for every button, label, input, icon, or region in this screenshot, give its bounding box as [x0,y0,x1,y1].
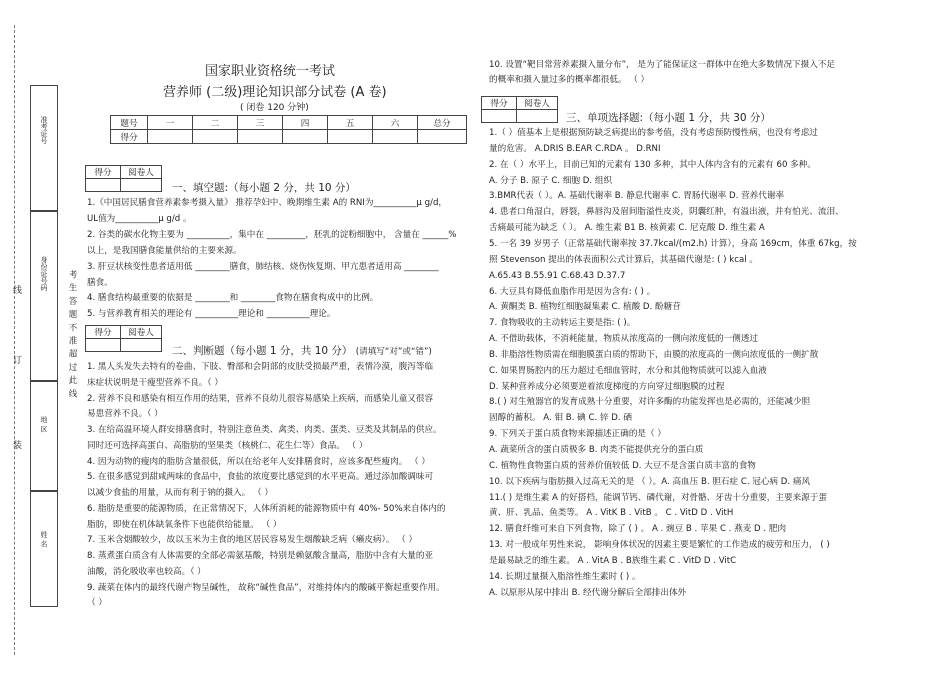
grader-box-3 [481,96,558,123]
grader-reviewer-label: 阅卷人 [121,326,162,339]
section-2-note: (请填写“对”或“错”) [355,347,432,357]
section-1-title: 一、填空题:（每小题 2 分，共 10 分） [172,182,356,194]
text-line: 固醇的蓄积。 A. 钼 B. 碘 C. 锌 D. 硒 [489,413,632,424]
grader-score-entry[interactable] [86,179,121,192]
text-line: 14. 长期过量摄入脂溶性维生素时 ( ) 。 [489,571,641,582]
text-line: 10. 以下疾病与脂肪摄入过高无关的是 （ ）。A. 高血压 B. 胆石症 C. 冠心病 D. 痛风 [489,476,811,487]
text-line: 是最易缺乏的维生素。 A . VitA B . B族维生素 C . VitD D . VitC [489,555,737,566]
text-line: 1.（ ）值基本上是根据预防缺乏病提出的参考值，没有考虑预防慢性病，也没有考虑过 [489,128,818,138]
text-line: A. 不借助载体，不消耗能量，物质从浓度高的一侧向浓度低的一侧透过 [489,334,759,345]
text-line: 以上，是我国膳食能量供给的主要来源。 [87,245,242,256]
grader-score-entry[interactable] [482,110,517,123]
text-line: A. 分子 B. 原子 C. 细胞 D. 组织 [489,175,613,186]
grader-score-label: 得分 [86,166,121,179]
exam-id-box [30,85,58,212]
text-line: 7. 食物吸收的主动转运主要是指: ( )。 [489,318,636,329]
text-line: 的概率和摄入量过多的概率都很低。 （ ） [489,75,650,85]
score-entry[interactable] [238,130,283,144]
text-line: 11.( ) 是维生素 A 的好搭档，能调节钙、磷代谢，对骨骼、牙齿十分重要，主要来源于蛋 [489,492,827,503]
score-entry[interactable] [373,130,418,144]
text-line: 油酸，消化吸收率也较高。（ ） [87,566,206,577]
id-number-box [30,210,58,382]
text-line: B. 非脂溶性物质需在细胞膜蛋白质的帮助下，由膜的浓度高的一侧向浓度低的一侧扩散 [489,349,819,360]
score-table [110,115,467,144]
text-line: 5. 在很多感觉到甜咸两味的食品中，食盐的浓度要比感觉到的水平更高。通过添加酸调味可 [87,472,434,483]
text-line: 照 Stevenson 提出的体表面积公式计算后，其基础代谢是: ( ) kcal 。 [489,254,758,265]
region-box [30,380,58,492]
score-table-score-row [111,130,467,144]
grader-score-label: 得分 [86,326,121,339]
text-line: 8. 蒸煮蛋白质含有人体需要的全部必需氨基酸，特别是赖氨酸含量高，脂肪中含有大量的亚 [87,551,434,561]
text-line: 6. 大豆具有降低血脂作用是因为含有: ( ) 。 [489,286,656,297]
text-line: D. 某种营养成分必须要逆着浓度梯度的方向穿过细胞膜的过程 [489,381,725,392]
score-entry[interactable] [193,130,238,144]
bind-line-char: 装 [11,440,21,450]
exam-subtitle: 营养师 (二级)理论知识部分试卷 (A 卷) [163,85,387,100]
text-line: 床症状说明是干瘦型营养不良。（ ） [87,377,223,388]
grader-reviewer-label: 阅卷人 [517,97,558,110]
text-line: 易患营养不良。（ ） [87,409,163,420]
exam-duration: ( 闭卷 120 分钟) [240,103,309,113]
text-line: 3.BMR代表（ ）。A. 基础代谢率 B. 静息代谢率 C. 胃肠代谢率 D. 营养代谢率 [489,191,785,202]
text-line: 9. 蔬菜在体内的最终代谢产物呈碱性， 故称“碱性食品”，对维持体内的酸碱平衡起重要作用。 [87,582,445,593]
text-line: 12. 膳食纤维可来自下列食物，除了 ( ) 。 A . 豌豆 B . 苹果 C . 燕麦 D . 肥肉 [489,524,787,535]
text-line: 2. 营养不良和感染有相互作用的结果，营养不良幼儿很容易感染上疾病，而感染儿童又很容 [87,393,434,404]
grader-score-entry[interactable] [86,339,121,352]
text-line: 1.《中国居民膳食营养素参考摄入量》 推荐孕妇中、晚期维生素 A的 RNI为__________μ g/d， [87,198,447,208]
score-cell: 二 [193,116,238,130]
grader-reviewer-entry[interactable] [517,110,558,123]
text-line: 8.( ) 对生殖器官的发育成熟十分重要，对许多酶的功能发挥也是必需的，还能减少胆 [489,397,811,408]
name-box [30,490,58,607]
text-line: 5. 与营养教育相关的理论有 __________理论和 __________理论。 [87,309,336,320]
grader-box-2 [85,325,162,352]
text-line: 6. 脂肪是重要的能源物质，在正常情况下，人体所消耗的能源物质中有 40%- 50%来自体内的 [87,503,446,514]
exam-title: 国家职业资格统一考试 [205,64,336,79]
score-entry[interactable] [418,130,467,144]
text-line: 同时还可选择高蛋白、高脂肪的坚果类（核桃仁、花生仁等）食品。 （ ） [87,440,368,451]
text-line: C. 植物性食物蛋白质的营养价值较低 D. 大豆不是含蛋白质丰富的食物 [489,460,756,471]
text-line: 13. 对一般成年男性来说， 影响身体状况的因素主要是繁忙的工作造成的疲劳和压力， ( ) [489,540,830,551]
section-2-title [172,343,432,358]
text-line: 4. 患者口角湿白，唇裂，鼻唇沟及眉间脂溢性皮炎，阴囊红肿，有溢出液，并有怕光、流泪、 [489,207,844,218]
grader-reviewer-entry[interactable] [121,339,162,352]
exam-id-label: 准考证号 [40,116,48,144]
grader-reviewer-entry[interactable] [121,179,162,192]
text-line: A.65.43 B.55.91 C.68.43 D.37.7 [489,270,626,281]
text-line: 2. 谷类的碳水化物主要为 __________，集中在 _________，胚乳的淀粉细胞中， 含量在 ______% [87,229,457,240]
text-line: C. 如果胃肠腔内的压力超过毛细血管时，水分和其他物质就可以滤入血液 [489,365,767,376]
score-cell: 四 [283,116,328,130]
text-line: A. 蔬菜所含的蛋白质极多 B. 肉类不能提供充分的蛋白质 [489,445,704,455]
score-entry[interactable] [283,130,328,144]
text-line: 舌痛最可能为缺乏（ ）。 A. 维生素 B1 B. 核黄素 C. 尼克酸 D. 维生素 A [489,223,765,234]
section-3-title: 三、单项选择题:（每小题 1 分，共 30 分） [566,112,771,124]
text-line: 3. 肝豆状核变性患者适用低 ________膳食，肺结核、烧伤恢复期、甲亢患者适用高 ________ [87,261,439,272]
text-line: UL值为__________μ g/d 。 [87,213,192,224]
no-answer-warning: 考 生 答 题 不 准 超 过 此 线 [67,270,77,399]
cut-dashed-line [14,25,15,655]
score-cell: 得分 [111,130,148,144]
score-cell: 总分 [418,116,467,130]
text-line: 2. 在（ ）水平上，目前已知的元素有 130 多种，其中人体内含有的元素有 60 多种。 [489,159,816,170]
grader-box-1 [85,165,162,192]
text-line: 10. 设置“靶目常营养素摄入量分布”， 是为了能保证这一群体中在绝大多数情况下摄入不足 [489,60,836,70]
text-line: 7. 玉米含烟酸较少，故以玉米为主食的地区居民容易发生烟酸缺乏病（癞皮病）。 （ ） [87,535,418,546]
grader-reviewer-label: 阅卷人 [121,166,162,179]
text-line: 1. 黑人头发失去特有的卷曲、下肢、臀部和会阴部的皮肤受损最严重，表情冷漠，腹泻等临 [87,362,434,372]
text-line: 以减少食盐的用量，从而有利于钠的摄入。 （ ） [87,488,273,498]
seal-line-char: 订 [11,355,21,365]
text-line: A. 以原形从尿中排出 B. 经代谢分解后全部排出体外 [489,587,687,598]
section-2-title-text: 二、判断题（每小题 1 分，共 10 分） [172,345,353,357]
score-cell: 三 [238,116,283,130]
text-line: 膳食。 [87,277,113,288]
id-number-label: 身份证号码 [40,256,48,291]
text-line: 4. 膳食结构最重要的依据是 ________和 ________食物在膳食构成中的比例。 [87,293,379,304]
score-entry[interactable] [328,130,373,144]
grader-score-label: 得分 [482,97,517,110]
score-entry[interactable] [148,130,193,144]
score-cell: 五 [328,116,373,130]
text-line: 9. 下列关于蛋白质食物来源描述正确的是（ ） [489,429,666,440]
region-label: 地 区 [40,416,48,433]
text-line: 黄、肝、乳品、鱼类等。 A . VitK B . VitB 。 C . VitD D . VitH [489,508,734,519]
score-cell: 一 [148,116,193,130]
cut-line-char: 线 [11,285,21,295]
binding-strip [0,0,80,673]
text-line: 脂肪，即使在机体缺氧条件下也能供给能量。 （ ） [87,519,282,530]
text-line: （ ） [87,598,107,609]
text-line: 4. 因为动物的瘦肉的脂肪含量很低，所以在给老年人安排膳食时，应该多配些瘦肉。 （ ） [87,456,430,467]
score-table-header-row [111,116,467,130]
score-cell: 题号 [111,116,148,130]
text-line: 5. 一名 39 岁男子（正常基础代谢率按 37.7kcal/(m2.h) 计算），身高 169cm，体重 67kg，按 [489,238,857,249]
text-line: A. 黄酮类 B. 植物红细胞凝集素 C. 植酸 D. 酚糖苷 [489,302,681,313]
name-label: 姓 名 [40,531,48,548]
text-line: 3. 在给高温环境人群安排膳食时，特别注意鱼类、禽类、肉类、蛋类、豆类及其制品的供应。 [87,425,442,435]
score-cell: 六 [373,116,418,130]
text-line: 量的危害。 A.DRIS B.EAR C.RDA 。 D.RNI [489,143,661,154]
